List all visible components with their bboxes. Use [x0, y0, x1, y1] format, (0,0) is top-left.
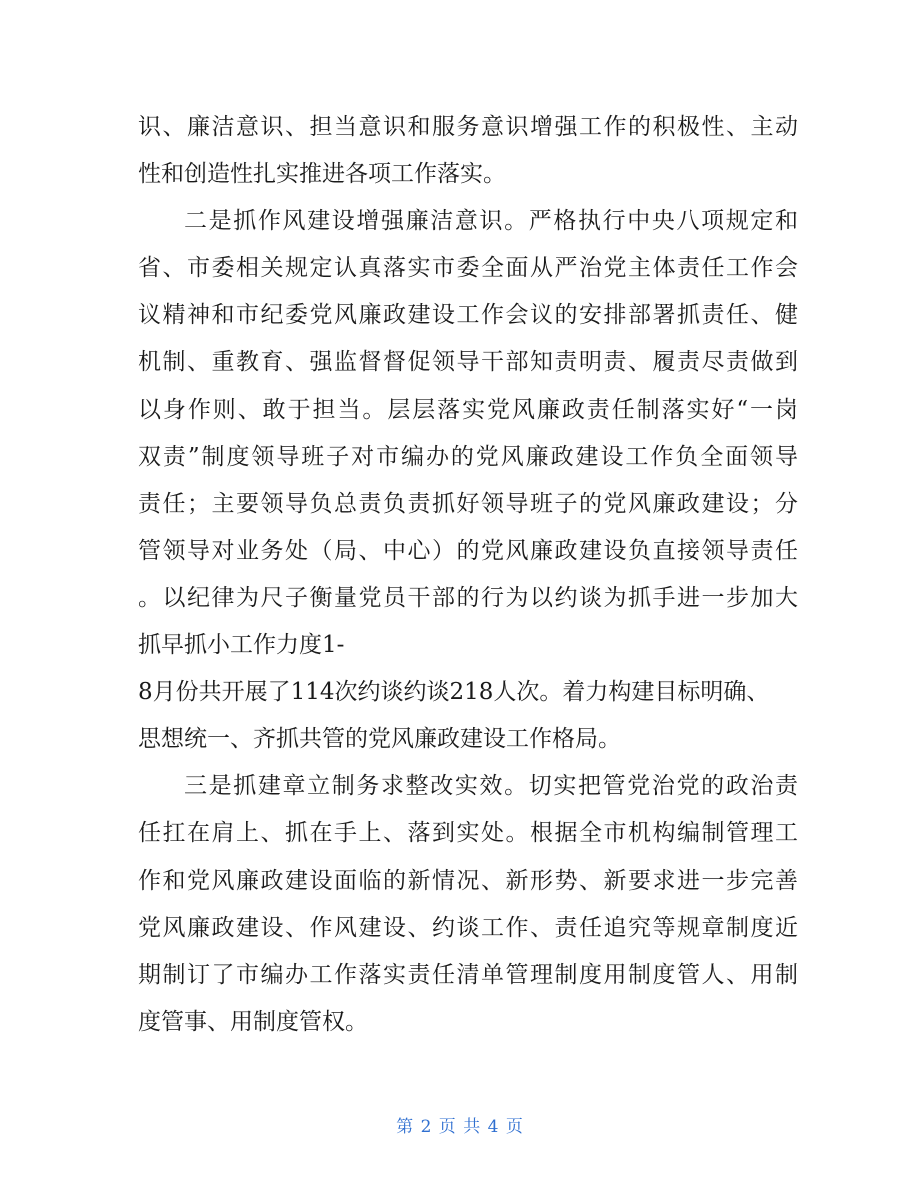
- text-line-14: 思想统一、齐抓共管的党风廉政建设工作格局。: [138, 726, 621, 753]
- text-line-10: 管领导对业务处（局、中心）的党风廉政建设负直接领导责任: [138, 537, 798, 564]
- text-line-11: 。以纪律为尺子衡量党员干部的行为以约谈为抓手进一步加大: [138, 584, 798, 611]
- text-line-5: 议精神和市纪委党风廉政建设工作会议的安排部署抓责任、健: [138, 302, 798, 329]
- text-line-8: 双责”制度领导班子对市编办的党风廉政建设工作负全面领导: [138, 443, 798, 470]
- text-line-13: 8月份共开展了114次约谈约谈218人次。着力构建目标明确、: [138, 679, 770, 706]
- text-line-7: 以身作则、敢于担当。层层落实党风廉政责任制落实好“一岗: [138, 396, 798, 423]
- text-line-17: 作和党风廉政建设面临的新情况、新形势、新要求进一步完善: [138, 867, 798, 894]
- text-line-6: 机制、重教育、强监督督促领导干部知责明责、履责尽责做到: [138, 349, 798, 376]
- text-line-19: 期制订了市编办工作落实责任清单管理制度用制度管人、用制: [138, 961, 798, 988]
- text-line-3: 二是抓作风建设增强廉洁意识。严格执行中央八项规定和: [184, 208, 798, 235]
- text-line-4: 省、市委相关规定认真落实市委全面从严治党主体责任工作会: [138, 255, 798, 282]
- text-line-15: 三是抓建章立制务求整改实效。切实把管党治党的政治责: [184, 773, 798, 800]
- text-line-2: 性和创造性扎实推进各项工作落实。: [138, 161, 506, 188]
- text-line-9: 责任；主要领导负总责负责抓好领导班子的党风廉政建设；分: [138, 490, 798, 517]
- text-line-20: 度管事、用制度管权。: [138, 1008, 368, 1035]
- text-line-18: 党风廉政建设、作风建设、约谈工作、责任追究等规章制度近: [138, 914, 798, 941]
- text-line-12: 抓早抓小工作力度1-: [138, 632, 345, 659]
- page-number-footer: 第 2 页 共 4 页: [396, 1117, 524, 1137]
- text-line-1: 识、廉洁意识、担当意识和服务意识增强工作的积极性、主动: [138, 114, 798, 140]
- document-body: [138, 104, 798, 1046]
- text-line-16: 任扛在肩上、抓在手上、落到实处。根据全市机构编制管理工: [138, 820, 798, 847]
